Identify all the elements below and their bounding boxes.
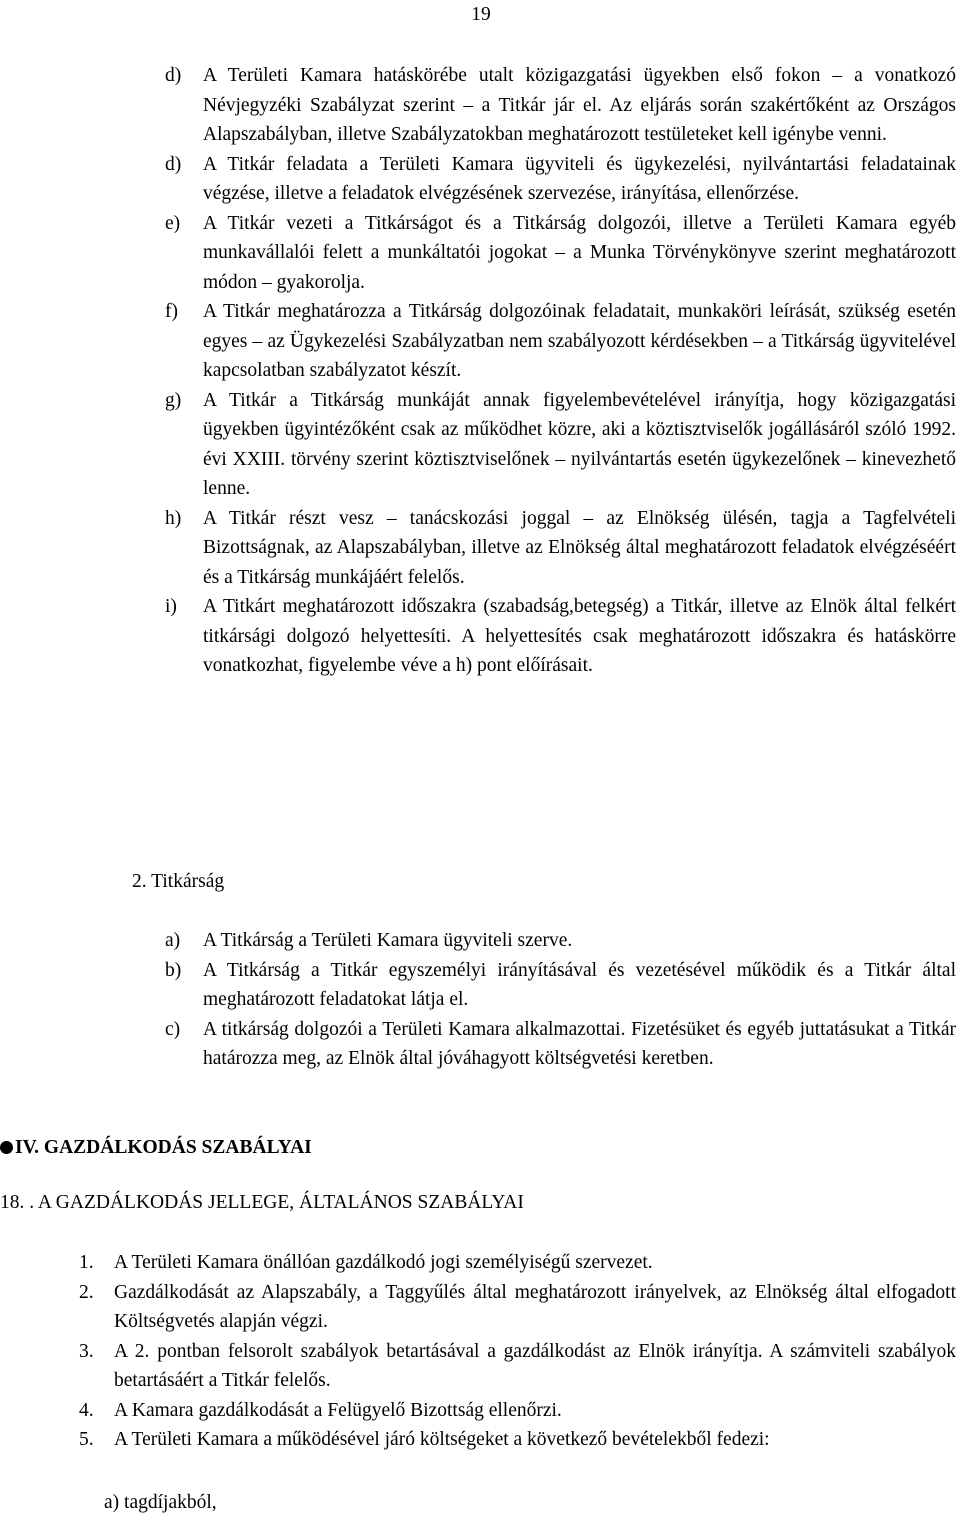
- list-item: [165, 150, 956, 209]
- list-text: A Területi Kamara hatáskörébe utalt közigazgatási ügyekben első fokon – a vonatkozó Névjegyzéki Szabályzat szerint – a Titkár jár el. Az eljárás során szakértőként az Országos Alapszabályban, illetve Szabályzatokban meghatározott testületeket kell igénybe venni.: [203, 65, 956, 145]
- section-iv-title: IV. GAZDÁLKODÁS SZABÁLYAI: [15, 1137, 312, 1158]
- list-text: A Területi Kamara a működésével járó költségeket a következő bevételekből fedezi:: [114, 1429, 770, 1450]
- list-text: A titkárság dolgozói a Területi Kamara alkalmazottai. Fizetésüket és egyéb juttatásukat a Titkár határozza meg, az Elnök által jóváhagyott költségvetési keretben.: [203, 1018, 956, 1069]
- section-2-heading: 2. Titkárság: [132, 871, 225, 892]
- list-item: [165, 926, 956, 956]
- list-marker: h): [165, 507, 182, 529]
- list-item: [165, 592, 956, 681]
- list-marker: f): [165, 301, 178, 322]
- list-item: [165, 956, 956, 1015]
- list-marker: d): [165, 65, 182, 86]
- list-item: [79, 1396, 956, 1426]
- list-marker: e): [165, 212, 181, 234]
- list-item: [79, 1337, 956, 1396]
- list-item: [79, 1248, 956, 1278]
- list-marker: 2.: [79, 1281, 94, 1303]
- list-item: [165, 1015, 956, 1074]
- list-item: [165, 504, 956, 593]
- titkar-duties-list: [165, 61, 956, 681]
- list-item: [165, 209, 956, 298]
- list-text: A Titkárság a Titkár egyszemélyi irányításával és vezetésével működik és a Titkár által meghatározott feladatokat látja el.: [203, 959, 956, 1010]
- list-text: A Titkár vezeti a Titkárságot és a Titkárság dolgozói, illetve a Területi Kamara egyéb munkavállalói felett a munkáltatói jogokat – a Munka Törvénykönyve szerint meghatározott módon – gyakorolja.: [203, 212, 956, 293]
- bullet-icon: [0, 1141, 13, 1154]
- list-marker: i): [165, 596, 177, 617]
- list-item: [79, 1425, 956, 1455]
- list-text: A Titkár részt vesz – tanácskozási joggal – az Elnökség ülésén, tagja a Tagfelvételi Bizottságnak, az Alapszabályban, illetve az Elnökség által meghatározott feladatok elvégzéséért és a Titkárság munkájáért felelős.: [203, 507, 956, 588]
- section-18-heading: 18. . A GAZDÁLKODÁS JELLEGE, ÁLTALÁNOS SZABÁLYAI: [0, 1192, 524, 1213]
- list-item: [165, 61, 956, 150]
- list-text: Gazdálkodását az Alapszabály, a Taggyűlés által meghatározott irányelvek, az Elnökség által elfogadott Költségvetés alapján végzi.: [114, 1281, 956, 1332]
- page-number: 19: [471, 4, 491, 25]
- list-marker: d): [165, 153, 182, 175]
- list-marker: 5.: [79, 1429, 94, 1450]
- list-item: [165, 386, 956, 504]
- titkarsag-list: [165, 926, 956, 1074]
- list-marker: b): [165, 959, 182, 981]
- list-item: [165, 297, 956, 386]
- list-text: A Titkárság a Területi Kamara ügyviteli szerve.: [203, 930, 573, 951]
- list-marker: a): [165, 930, 181, 951]
- list-text: A Titkár meghatározza a Titkárság dolgozóinak feladatait, munkaköri leírását, szükség esetén egyes – az Ügykezelési Szabályzatban nem szabályozott kérdésekben – a Titkárság ügyvitelével kapcsolatban szabályzatot készít.: [203, 301, 956, 381]
- list-text: A Titkárt meghatározott időszakra (szabadság,betegség) a Titkár, illetve az Elnök által felkért titkársági dolgozó helyettesíti. A helyettesítés csak meghatározott időszakra és hatáskörre vonatkozhat, figyelembe véve a h) pont előírásait.: [203, 596, 956, 676]
- list-marker: 3.: [79, 1340, 94, 1362]
- list-text: A Területi Kamara önállóan gazdálkodó jogi személyiségű szervezet.: [114, 1252, 653, 1273]
- section-iv-heading: [0, 1133, 312, 1163]
- list-text: A 2. pontban felsorolt szabályok betartásával a gazdálkodást az Elnök irányítja. A számviteli szabályok betartásáért a Titkár felelős.: [114, 1340, 956, 1391]
- list-text: A Titkár a Titkárság munkáját annak figyelembevételével irányítja, hogy közigazgatási ügyekben ügyintézőként csak az működhet közre, aki a köztisztviselők jogállásáról szóló 1992. évi XXIII. törvény szerint köztisztviselőnek – nyilvántartás esetén ügykezelőnek – kinevezhető lenne.: [203, 389, 956, 499]
- list-marker: 1.: [79, 1252, 94, 1273]
- list-marker: g): [165, 389, 182, 411]
- sub-list-item: [104, 1488, 217, 1518]
- list-marker: c): [165, 1018, 181, 1040]
- list-marker: 4.: [79, 1399, 94, 1421]
- list-text: A Titkár feladata a Területi Kamara ügyviteli és ügykezelési, nyilvántartási feladatainak végzése, illetve a feladatok elvégzésének szervezése, irányítása, ellenőrzése.: [203, 153, 956, 204]
- list-marker: a): [104, 1492, 120, 1513]
- numbered-list: [79, 1248, 956, 1455]
- list-text: A Kamara gazdálkodását a Felügyelő Bizottság ellenőrzi.: [114, 1399, 562, 1421]
- list-text: tagdíjakból,: [124, 1492, 217, 1513]
- list-item: [79, 1278, 956, 1337]
